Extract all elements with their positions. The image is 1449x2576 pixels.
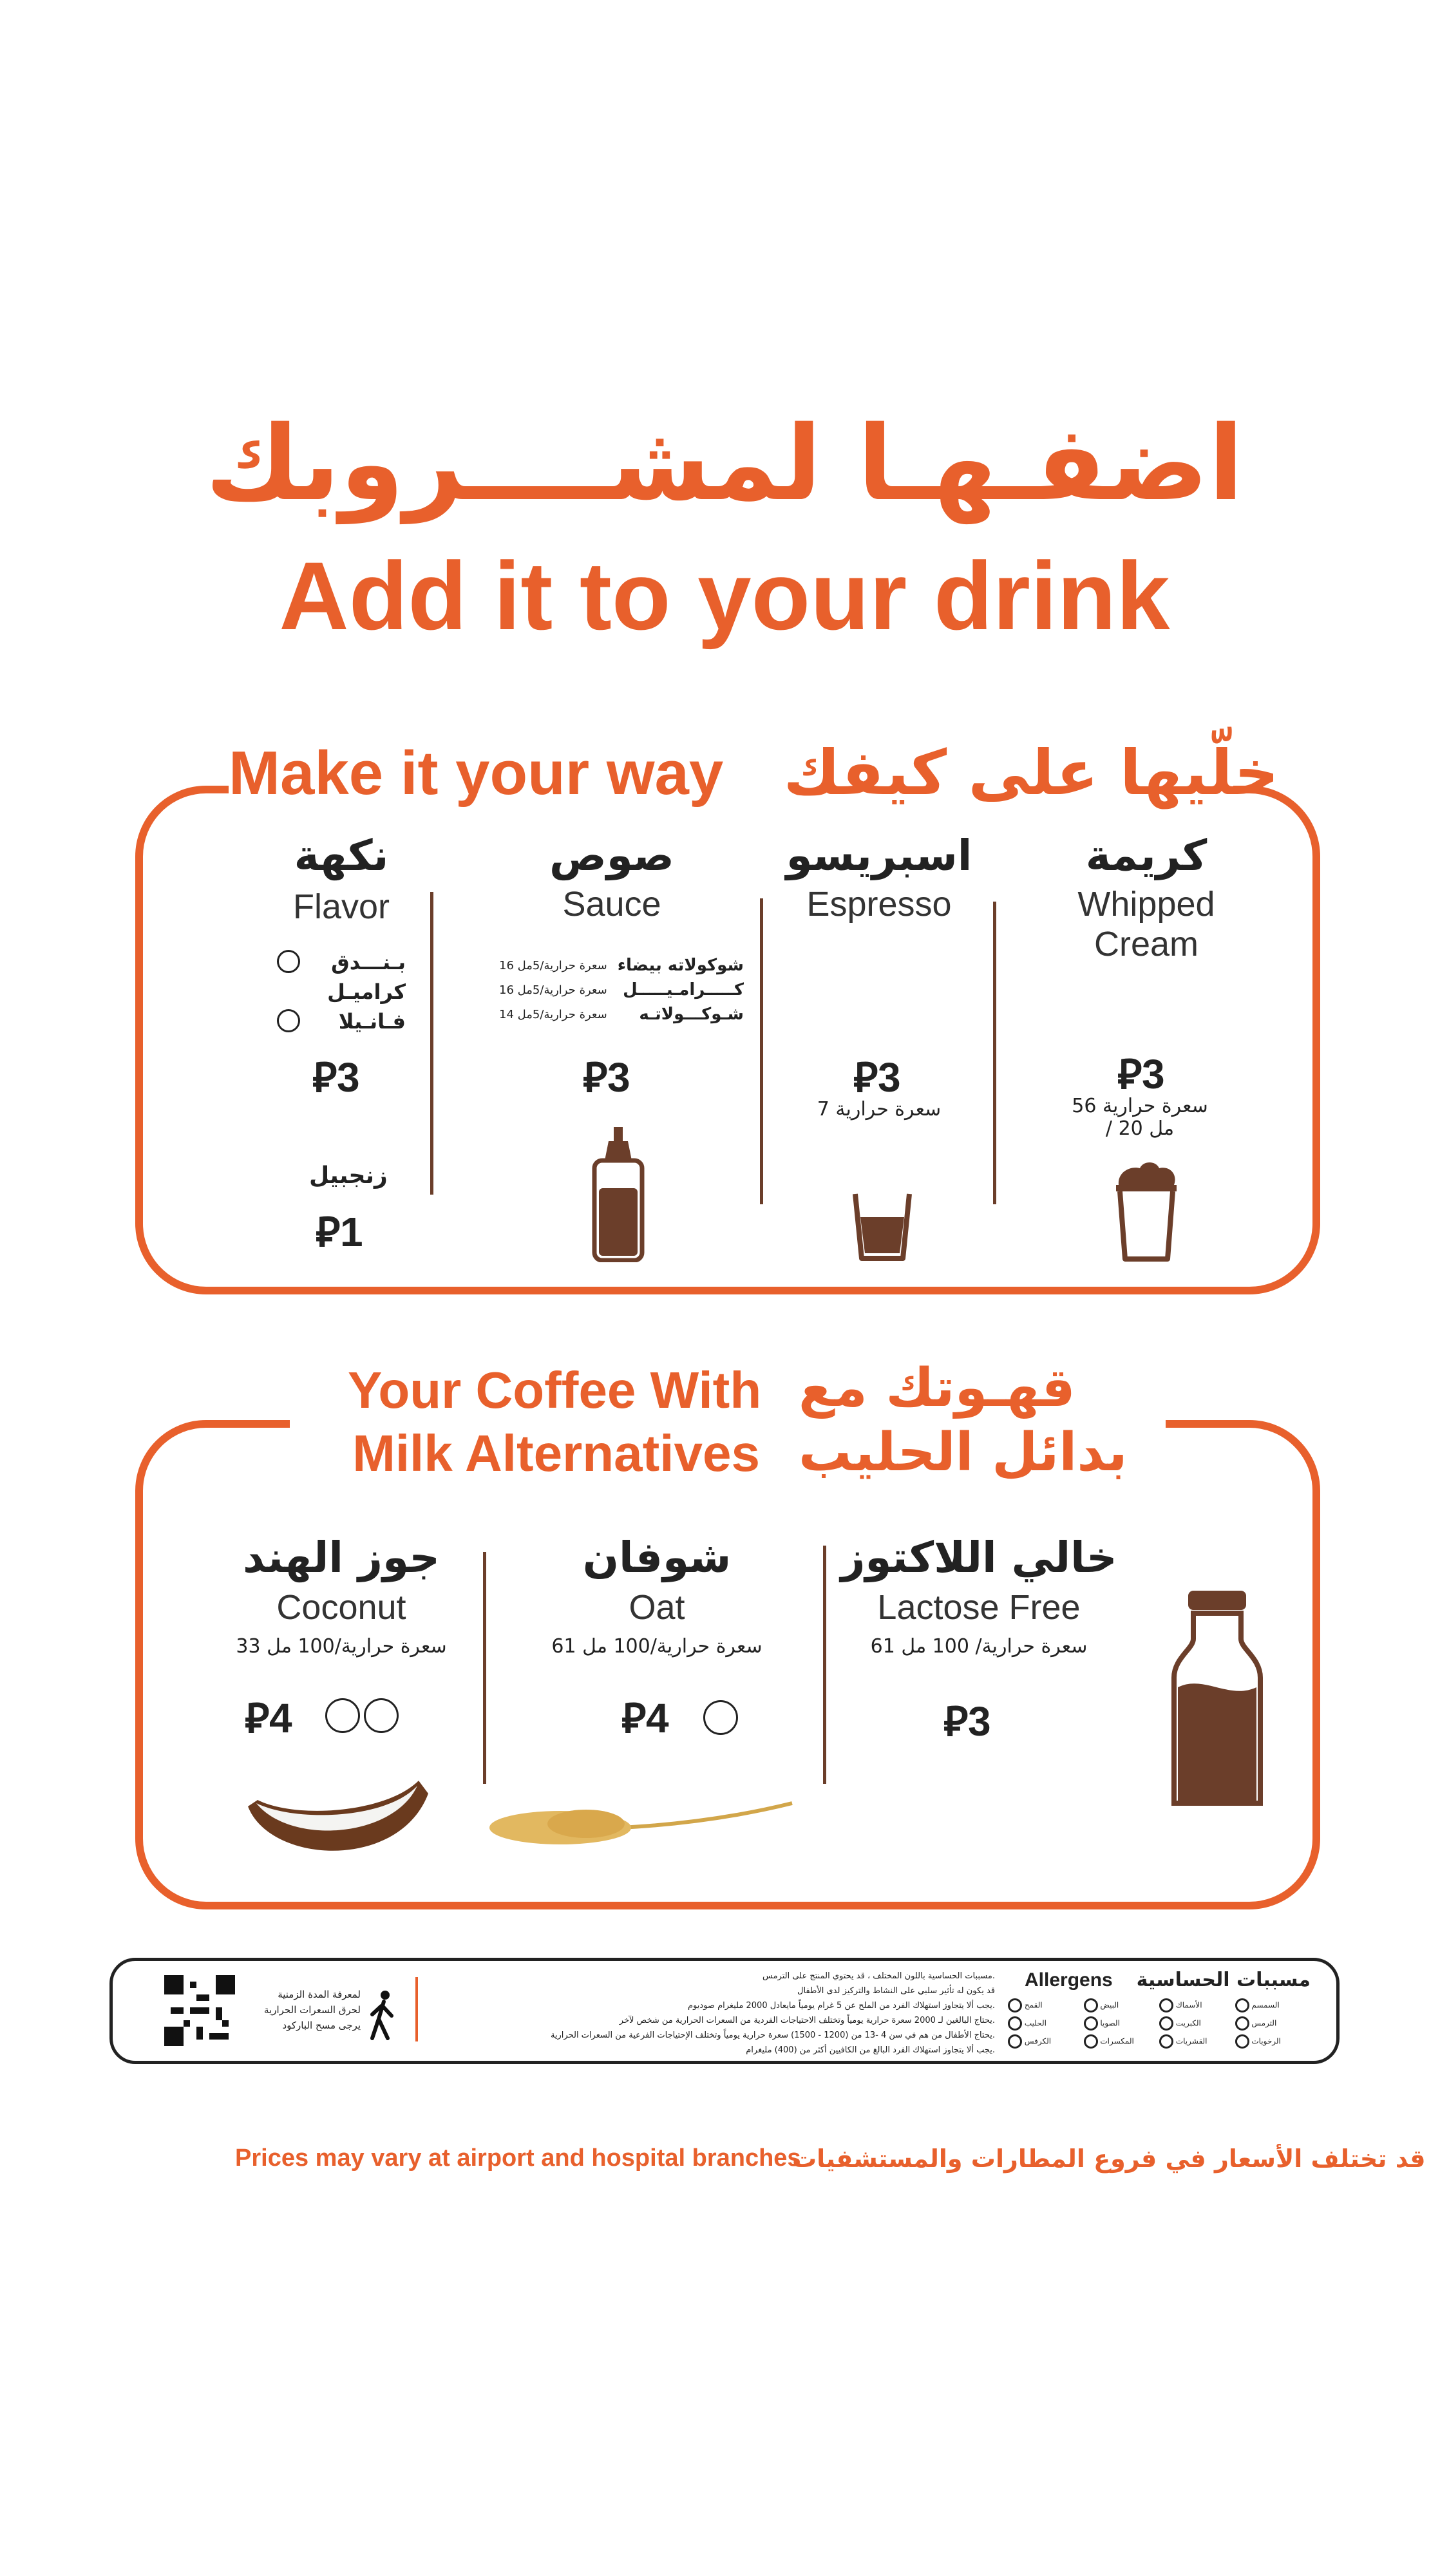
flavor-item: كراميـل [327, 980, 406, 1004]
walking-person-icon [367, 1990, 399, 2041]
lactose-calories: 61 سعرة حرارية/ 100 مل [870, 1635, 1088, 1658]
coconut-title-ar: جوز الهند [243, 1533, 440, 1582]
sauce-price: ⃁3 [583, 1054, 630, 1101]
egg-icon [1084, 1998, 1098, 2012]
coconut-title: Coconut [276, 1588, 406, 1627]
allergen-item: الكبريت [1159, 2016, 1235, 2031]
coconut-image [245, 1774, 431, 1871]
allergen-icon-grid [1008, 1998, 1311, 2049]
nuts-icon [1084, 2034, 1098, 2049]
oat-calories: 61 سعرة حرارية/100 مل [551, 1635, 762, 1658]
riyal-icon: ⃁ [943, 1698, 969, 1745]
flavor-items [277, 950, 406, 1039]
sauce-item: 16 سعرة حرارية/5مل كـــــرامـيـــــل [499, 980, 744, 999]
note: مسببات الحساسية باللون المختلف ، قد يحتوي المنتج على الترمس. [762, 1971, 995, 1981]
sauce-items [499, 953, 744, 1027]
allergen-item: السمسم [1235, 1998, 1311, 2012]
espresso-column [773, 831, 985, 924]
espresso-title: Espresso [806, 885, 952, 923]
riyal-icon: ⃁ [583, 1054, 608, 1101]
section-title-en-line2: Milk Alternatives [352, 1425, 760, 1482]
cream-title-line2: Cream [1094, 925, 1199, 963]
nut-allergen-icon [364, 1698, 399, 1733]
oat-price: ⃁4 [621, 1695, 669, 1741]
milk-icon [1008, 2016, 1022, 2031]
ginger-price: ⃁1 [316, 1209, 363, 1255]
riyal-icon: ⃁ [853, 1054, 878, 1101]
crustacean-icon [1159, 2034, 1173, 2049]
allergen-notes [428, 1969, 995, 2058]
espresso-cup-icon [851, 1191, 913, 1262]
column-divider [430, 892, 433, 1195]
sesame-icon [1235, 1998, 1249, 2012]
lactose-price: ⃁3 [943, 1698, 991, 1745]
flavor-title: Flavor [292, 887, 390, 926]
hazelnut-icon [277, 950, 300, 973]
coconut-calories: 33 سعرة حرارية/100 مل [236, 1635, 447, 1658]
allergens-title: Allergens مسببات الحساسية [1025, 1969, 1311, 1991]
coconut-allergen-icon [325, 1698, 360, 1733]
sulfite-icon [277, 1009, 300, 1032]
lactose-free-column [837, 1533, 1121, 1658]
cream-price: ⃁3 [1117, 1051, 1165, 1097]
column-divider [760, 898, 763, 1204]
allergens-panel [109, 1958, 1340, 2064]
qr-code-icon[interactable] [164, 1975, 235, 2046]
footer-note-arabic: قد تختلف الأسعار في فروع المطارات والمستشفيات [792, 2145, 1426, 2173]
wheat-image [489, 1790, 799, 1861]
riyal-icon: ⃁ [1117, 1051, 1142, 1097]
flavor-title-ar: نكهة [294, 831, 389, 880]
footer-note: Prices may vary at airport and hospital branches [235, 2145, 801, 2172]
flavor-item: فـانـيلا [277, 1009, 406, 1039]
section-title-en: Make it your way [229, 739, 724, 808]
page-title-arabic: اضفـهـا لمشــــروبك [205, 403, 1244, 524]
flavor-price: ⃁3 [312, 1054, 360, 1101]
sulfite-icon [1159, 2016, 1173, 2031]
flavor-item: بـنـــدق [277, 950, 406, 980]
mollusc-icon [1235, 2034, 1249, 2049]
soy-icon [1084, 2016, 1098, 2031]
wheat-icon [1008, 1998, 1022, 2012]
lupin-icon [1235, 2016, 1249, 2031]
notes-divider [415, 1977, 418, 2041]
wheat-allergen-icon [703, 1700, 738, 1735]
celery-icon [1008, 2034, 1022, 2049]
allergen-item: البيض [1084, 1998, 1160, 2012]
sauce-item: 16 سعرة حرارية/5مل شوكولاته بيضاء [499, 956, 744, 975]
allergen-item: المكسرات [1084, 2034, 1160, 2049]
section-title-milk-alternatives [290, 1352, 1166, 1488]
note: يحتاج الأطفال من هم في سن 4 -13 من (1200 - 1500) سعرة حرارية يومياً وتختلف الإحتياجات الفرعية من السعرات الحرارية. [550, 2031, 995, 2040]
column-divider [483, 1552, 486, 1784]
sauce-column [502, 831, 721, 924]
cream-title-line1: Whipped [1077, 885, 1215, 923]
section-title-ar: خلّيها على كيفك [783, 737, 1279, 809]
allergen-item: الحليب [1008, 2016, 1084, 2031]
allergen-item: الرخويات [1235, 2034, 1311, 2049]
whipped-cream-cup-icon [1111, 1159, 1182, 1262]
note: يجب ألا يتجاوز استهلاك الفرد البالغ من الكافيين أكثر من (400) مليغرام. [746, 2045, 995, 2055]
coconut-column [213, 1533, 470, 1658]
milk-bottle-icon [1169, 1591, 1265, 1810]
espresso-calories: 7 سعرة حرارية [817, 1098, 942, 1121]
ginger-label: زنجبيل [309, 1162, 388, 1189]
lactose-title-ar: خالي اللاكتوز [840, 1533, 1117, 1582]
riyal-icon: ⃁ [316, 1209, 341, 1255]
lactose-title: Lactose Free [877, 1588, 1081, 1627]
note: يجب ألا يتجاوز استهلاك الفرد من الملح عن 5 غرام يومياً مايعادل 2000 مليغرام صوديوم. [688, 2001, 995, 2011]
riyal-icon: ⃁ [245, 1695, 270, 1741]
page-title: Add it to your drink [279, 542, 1170, 650]
sauce-bottle-icon [589, 1127, 647, 1262]
oat-column [528, 1533, 786, 1658]
section-title-ar-line2: بدائل الحليب [799, 1422, 1128, 1483]
allergen-item: الكرفس [1008, 2034, 1084, 2049]
allergen-item: الأسماك [1159, 1998, 1235, 2012]
sauce-title: Sauce [562, 885, 661, 923]
espresso-price: ⃁3 [853, 1054, 901, 1101]
column-divider [993, 902, 996, 1204]
coconut-price: ⃁4 [245, 1695, 292, 1741]
fish-icon [1159, 1998, 1173, 2012]
qr-instructions: لمعرفة المدة الزمنية لحرق السعرات الحرارية يرجى مسح الباركود [264, 1989, 361, 2031]
cream-title-ar: كريمة [1085, 831, 1208, 880]
sauce-title-ar: صوص [549, 831, 674, 880]
oat-title: Oat [629, 1588, 685, 1627]
flavor-column [258, 831, 425, 927]
column-divider [823, 1546, 826, 1784]
section-title-make-it-your-way [229, 734, 1279, 811]
note: قد يكون له تأثير سلبي على النشاط والتركيز لدى الأطفال [797, 1986, 995, 1996]
whipped-cream-column [1030, 831, 1262, 964]
allergen-item: القشريات [1159, 2034, 1235, 2049]
riyal-icon: ⃁ [621, 1695, 647, 1741]
sauce-item: 14 سعرة حرارية/5مل شـوكـــولاتـه [499, 1005, 744, 1024]
riyal-icon: ⃁ [312, 1054, 337, 1101]
allergen-item: الصويا [1084, 2016, 1160, 2031]
espresso-title-ar: اسبريسو [786, 831, 972, 880]
section-title-ar-line1: قهـوتك مع [799, 1358, 1075, 1419]
allergen-item: الترمس [1235, 2016, 1311, 2031]
oat-title-ar: شوفان [582, 1533, 732, 1582]
allergen-item: القمح [1008, 1998, 1084, 2012]
cream-calories: 56 سعرة حرارية / 20 مل [1072, 1095, 1208, 1140]
note: يحتاج البالغين لـ 2000 سعرة حرارية يومياً وتختلف الاحتياجات الفردية من السعرات الحرارية من شخص لآخر. [619, 2016, 995, 2025]
section-title-en-line1: Your Coffee With [348, 1361, 762, 1419]
